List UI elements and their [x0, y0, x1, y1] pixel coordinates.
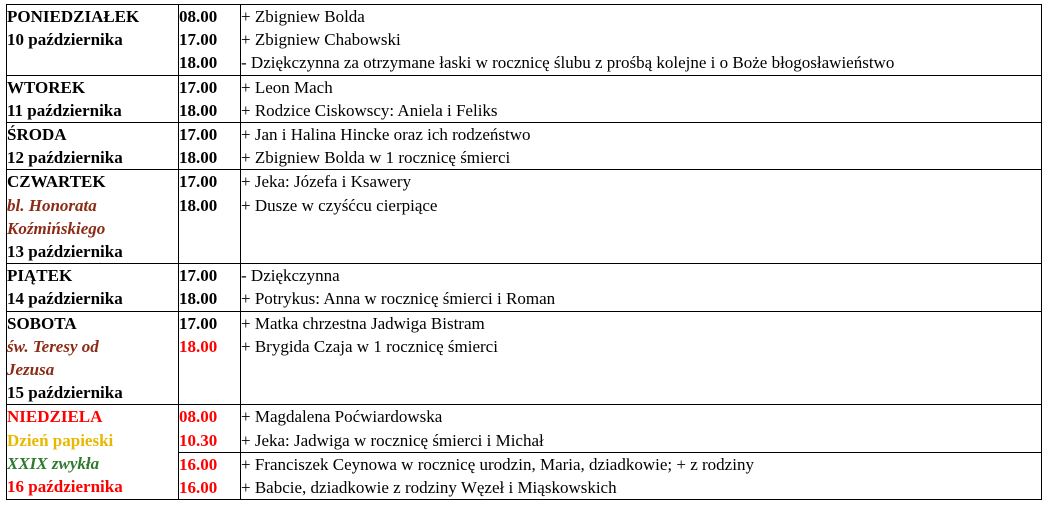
- mass-time: 18.00: [179, 195, 218, 215]
- mass-time: 17.00: [179, 30, 218, 50]
- mass-time: 16.00: [179, 454, 218, 474]
- day-cell: [7, 264, 179, 311]
- day-date: 14 października: [7, 289, 123, 309]
- day-name: NIEDZIELA: [7, 407, 103, 427]
- mass-intention: + Jeka: Jadwiga w rocznicę śmierci i Michał: [241, 430, 544, 450]
- feast-name: bl. Honorata: [7, 195, 97, 215]
- feast-name: Koźmińskiego: [7, 218, 106, 238]
- mass-intention: + Franciszek Ceynowa w rocznicę urodzin, Maria, dziadkowie; + z rodziny: [241, 454, 754, 474]
- intention-cell: [241, 123, 1042, 170]
- mass-intention: + Jeka: Józefa i Ksawery: [241, 172, 412, 192]
- mass-time: 08.00: [179, 7, 218, 26]
- mass-intention: + Jan i Halina Hincke oraz ich rodzeństwo: [241, 125, 531, 145]
- pope-day-label: Dzień papieski: [7, 430, 114, 450]
- day-name: PONIEDZIAŁEK: [7, 7, 140, 26]
- mass-intention: - Dziękczynna za otrzymane łaski w rocznicę ślubu z prośbą kolejne i o Boże błogosławieństwo: [241, 53, 895, 73]
- feast-name: XXIX zwykła: [7, 453, 100, 473]
- intention-cell: [241, 75, 1042, 122]
- mass-intention: - Dziękczynna: [241, 266, 340, 286]
- schedule-row-saturday: [7, 311, 1042, 405]
- mass-time: 10.30: [179, 430, 218, 450]
- mass-schedule-table: [6, 4, 1042, 500]
- day-cell: [7, 405, 179, 500]
- time-cell: [179, 452, 241, 499]
- day-cell: [7, 311, 179, 405]
- day-cell: [7, 75, 179, 122]
- day-name: SOBOTA: [7, 313, 77, 333]
- intention-cell: [241, 5, 1042, 76]
- mass-time: 17.00: [179, 77, 218, 97]
- schedule-row-wednesday: [7, 123, 1042, 170]
- mass-intention: + Zbigniew Chabowski: [241, 30, 401, 50]
- day-date: 15 października: [7, 383, 123, 403]
- mass-time: 18.00: [179, 336, 218, 356]
- mass-time: 18.00: [179, 53, 218, 73]
- day-date: 16 października: [7, 477, 123, 497]
- schedule-row-sunday: [7, 405, 1042, 452]
- time-cell: [179, 5, 241, 76]
- time-cell: [179, 75, 241, 122]
- schedule-row-monday: [7, 5, 1042, 76]
- mass-intention: + Dusze w czyśćcu cierpiące: [241, 195, 438, 215]
- day-cell: [7, 5, 179, 76]
- intention-cell: [241, 405, 1042, 452]
- day-name: WTOREK: [7, 77, 86, 97]
- mass-intention: + Matka chrzestna Jadwiga Bistram: [241, 313, 485, 333]
- time-cell: [179, 311, 241, 405]
- mass-intention: + Potrykus: Anna w rocznicę śmierci i Roman: [241, 289, 556, 309]
- time-cell: [179, 405, 241, 452]
- day-date: 11 października: [7, 100, 122, 120]
- mass-intention: + Magdalena Poćwiardowska: [241, 407, 443, 427]
- schedule-row-friday: [7, 264, 1042, 311]
- day-cell: [7, 170, 179, 264]
- mass-intention: + Zbigniew Bolda w 1 rocznicę śmierci: [241, 148, 511, 168]
- schedule-row-tuesday: [7, 75, 1042, 122]
- mass-time: 17.00: [179, 266, 218, 286]
- time-cell: [179, 123, 241, 170]
- mass-intention: + Brygida Czaja w 1 rocznicę śmierci: [241, 336, 498, 356]
- feast-name: Jezusa: [7, 360, 55, 380]
- mass-time: 17.00: [179, 172, 218, 192]
- mass-time: 08.00: [179, 407, 218, 427]
- day-name: CZWARTEK: [7, 172, 106, 192]
- mass-time: 16.00: [179, 478, 218, 498]
- mass-time: 18.00: [179, 289, 218, 309]
- mass-intention: + Babcie, dziadkowie z rodziny Węzeł i Miąskowskich: [241, 478, 617, 498]
- mass-time: 17.00: [179, 125, 218, 145]
- day-date: 12 października: [7, 148, 123, 168]
- mass-intention: + Leon Mach: [241, 77, 333, 97]
- mass-time: 18.00: [179, 148, 218, 168]
- day-date: 10 października: [7, 30, 123, 50]
- mass-intention: + Rodzice Ciskowscy: Aniela i Feliks: [241, 100, 498, 120]
- time-cell: [179, 170, 241, 264]
- schedule-row-thursday: [7, 170, 1042, 264]
- time-cell: [179, 264, 241, 311]
- intention-cell: [241, 452, 1042, 499]
- mass-intention: + Zbigniew Bolda: [241, 7, 365, 26]
- day-name: ŚRODA: [7, 125, 67, 145]
- intention-cell: [241, 264, 1042, 311]
- feast-name: św. Teresy od: [7, 336, 99, 356]
- mass-time: 17.00: [179, 313, 218, 333]
- day-cell: [7, 123, 179, 170]
- mass-time: 18.00: [179, 100, 218, 120]
- intention-cell: [241, 311, 1042, 405]
- intention-cell: [241, 170, 1042, 264]
- day-name: PIĄTEK: [7, 266, 73, 286]
- day-date: 13 października: [7, 242, 123, 262]
